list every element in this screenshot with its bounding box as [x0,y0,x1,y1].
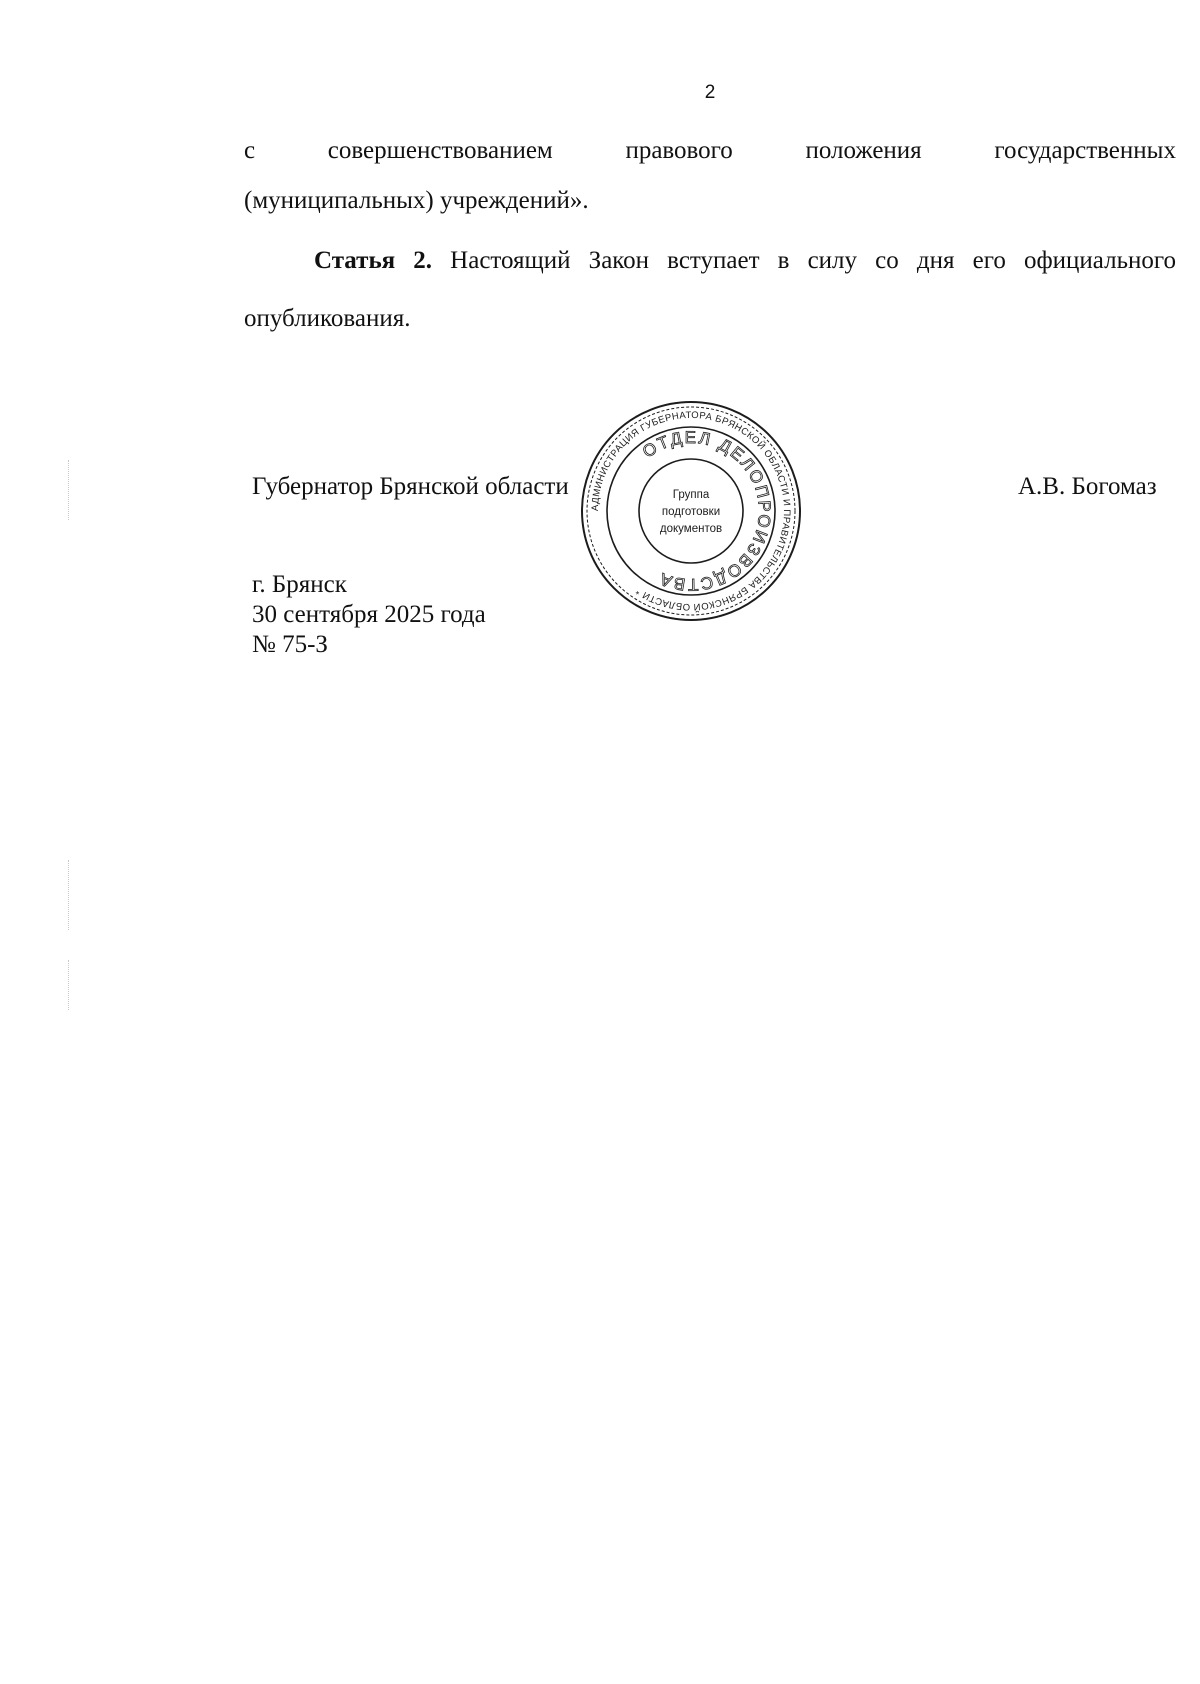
footer-city: г. Брянск [252,571,347,598]
word: государственных [994,137,1176,164]
scan-artifact [68,960,70,1010]
signature-position: Губернатор Брянской области [252,473,569,500]
paragraph-continuation [244,126,1176,226]
word: правового [625,137,733,164]
footer-date: 30 сентября 2025 года [252,601,486,628]
justified-line [244,126,1176,176]
article-text: Настоящий Закон вступает в силу со дня его официального опубликования. [244,247,1176,332]
scan-artifact [68,460,70,520]
footer-block [252,570,486,660]
scan-artifact [68,860,70,930]
signature-name: А.В. Богомаз [1018,473,1157,500]
footer-number: № 75-З [252,631,328,658]
stamp-outer-text: АДМИНИСТРАЦИЯ ГУБЕРНАТОРА БРЯНСКОЙ ОБЛАСТИ И ПРАВИТЕЛЬСТВА БРЯНСКОЙ ОБЛАСТИ * [589,409,793,613]
article-2-paragraph [244,232,1176,348]
stamp-center-line-2: подготовки [661,506,721,518]
stamp-middle-text: ОТДЕЛ ДЕЛОПРОИЗВОДСТВА [639,427,775,595]
word: совершенствованием [327,137,553,164]
stamp-center-line-3: документов [659,523,723,535]
word: с [244,137,256,164]
stamp-center-line-1: Группа [672,489,710,501]
word: положения [805,137,922,164]
article-label: Статья 2. [314,247,433,274]
page-number: 2 [704,82,716,103]
official-stamp [580,400,802,622]
paragraph-line: (муниципальных) учреждений». [244,187,589,214]
